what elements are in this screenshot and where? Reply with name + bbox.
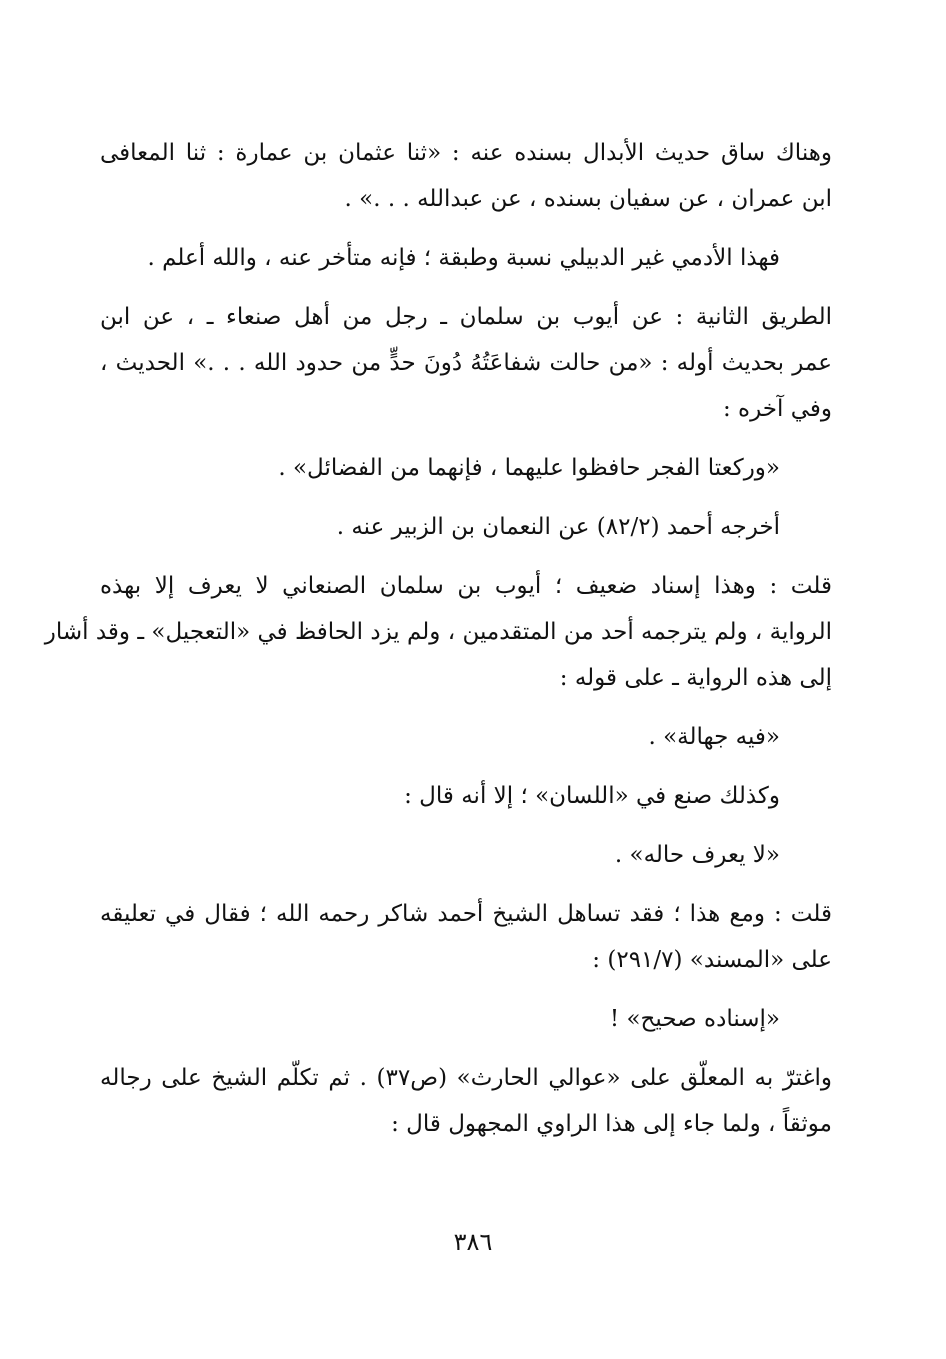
- text-line: على «المسند» (٢٩١/٧) :: [592, 947, 832, 973]
- quoted-text: «لا يعرف حاله» .: [614, 842, 780, 868]
- text-line: قلت : ومع هذا ؛ فقد تساهل الشيخ أحمد شاكر رحمه الله ؛ فقال في تعليقه: [100, 901, 832, 927]
- text-line: وهناك ساق حديث الأبدال بسنده عنه : «ثنا عثمان بن عمارة : ثنا المعافى: [100, 140, 832, 166]
- text-line: أخرجه أحمد (٨٢/٢) عن النعمان بن الزبير عنه .: [336, 514, 780, 540]
- quoted-text: «فيه جهالة» .: [648, 724, 780, 750]
- page-number: ٣٨٦: [453, 1228, 493, 1256]
- text-line: عمر بحديث أوله : «من حالت شفاعَتُهُ دُونَ حدٍّ من حدود الله . . .» الحديث ،: [100, 350, 832, 376]
- text-line: الرواية ، ولم يترجمه أحد من المتقدمين ، ولم يزد الحافظ في «التعجيل» ـ وقد أشار: [44, 619, 832, 645]
- main-text: [44, 130, 832, 1147]
- text-line: وفي آخره :: [723, 396, 832, 422]
- text-line: موثقاً ، ولما جاء إلى هذا الراوي المجهول قال :: [391, 1111, 832, 1137]
- text-line: فهذا الأدمي غير الدبيلي نسبة وطبقة ؛ فإنه متأخر عنه ، والله أعلم .: [147, 245, 780, 271]
- text-line: قلت : وهذا إسناد ضعيف ؛ أيوب بن سلمان الصنعاني لا يعرف إلا بهذه: [100, 573, 832, 599]
- text-line: ابن عمران ، عن سفيان بسنده ، عن عبدالله . . .» .: [344, 186, 832, 212]
- quoted-text: «وركعتا الفجر حافظوا عليهما ، فإنهما من الفضائل» .: [278, 455, 780, 481]
- text-line: الطريق الثانية : عن أيوب بن سلمان ـ رجل من أهل صنعاء ـ ، عن ابن: [100, 304, 832, 330]
- text-line: إلى هذه الرواية ـ على قوله :: [559, 665, 832, 691]
- text-line: واغترّ به المعلّق على «عوالي الحارث» (ص٣٧) . ثم تكلّم الشيخ على رجاله: [100, 1065, 832, 1091]
- text-line: وكذلك صنع في «اللسان» ؛ إلا أنه قال :: [404, 783, 780, 809]
- quoted-text: «إسناده صحيح» !: [609, 1006, 780, 1032]
